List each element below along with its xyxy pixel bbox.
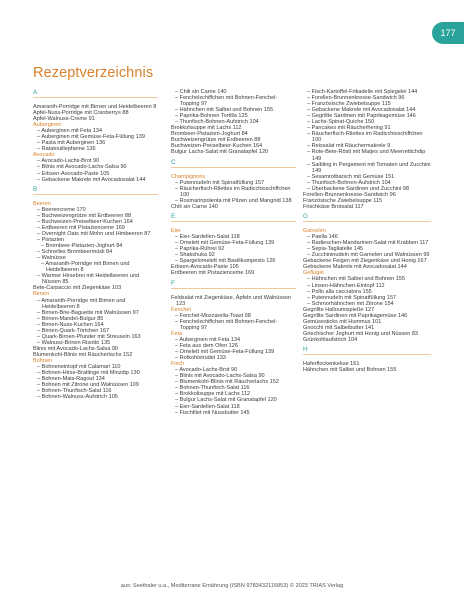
index-sub-entry: – Bohnen-Thunfisch-Salat 116 xyxy=(175,385,250,392)
index-sub-entry: – Avocado-Lachs-Brot 90 xyxy=(37,158,100,165)
index-section-heading: Champignons xyxy=(171,173,206,180)
index-column-1 xyxy=(33,89,158,400)
index-sub-entry: – Fenchelschiffchen mit Bohnen-Fenchel-Topping 97 xyxy=(175,95,278,108)
index-entry: Grünkohlaufstrich 104 xyxy=(303,336,358,343)
index-sub-entry: – Überbackene Sardinen und Zucchini 98 xyxy=(307,185,410,192)
index-sub-entry: – Lachs-Spinat-Quiche 150 xyxy=(307,119,375,126)
index-entry: Erbsen-Avocado-Paste 105 xyxy=(171,264,239,271)
index-sub-entry: – Rotkohlstrudel 133 xyxy=(175,355,226,362)
index-entry: Buchweizengrütze mit Erdbeeren 88 xyxy=(171,137,261,144)
index-sub-entry: – Räucherfisch-Rilettes im Radicchioschiffchen 100 xyxy=(175,185,291,198)
index-entry: Blinis mit Avocado-Lachs-Salsa 90 xyxy=(33,345,118,352)
index-sub-entry: – Fenchelschiffchen mit Bohnen-Fenchel-Topping 97 xyxy=(175,318,278,331)
index-sub-entry: – Putennudeln mit Spinatfüllung 157 xyxy=(175,179,265,186)
index-letter-heading: B xyxy=(33,186,158,195)
index-sub-entry: – Overnight Oats mit Mohn und Himbeeren 87 xyxy=(37,231,151,237)
index-entry: Haferflockenkekse 161 xyxy=(303,361,360,368)
index-sub-entry: – Auberginen mit Feta 134 xyxy=(175,337,241,344)
index-section-heading: Eier xyxy=(171,228,181,235)
index-sub-entry: – Spargelomelett mit Basilikumpesto 126 xyxy=(175,258,276,265)
index-entry: Feldsalat mit Ziegenkäse, Äpfeln und Walnüssen 123 xyxy=(171,294,292,307)
index-section-heading: Geflügel xyxy=(303,270,324,277)
index-sub-sub-entry: – Brombeer-Pistazien-Joghurt 84 xyxy=(41,243,123,250)
index-sub-entry: – Avocado-Lachs-Brot 90 xyxy=(175,367,238,374)
index-sub-entry: – Rosmarinpolenta mit Pilzen und Mangold 138 xyxy=(175,197,292,204)
index-letter-heading: C xyxy=(171,159,296,168)
index-sub-entry: – Räucherfisch-Rilettes im Radicchioschiffchen 100 xyxy=(307,131,423,144)
index-section-heading: Feta xyxy=(171,330,183,337)
index-sub-entry: – Paella 146 xyxy=(307,234,338,241)
index-sub-entry: – Linsen-Hähnchen-Eintopf 112 xyxy=(307,282,385,289)
index-column-2 xyxy=(171,89,296,416)
index-letter-heading: E xyxy=(171,213,296,222)
index-sub-entry: – Ratatouillepfanne 136 xyxy=(37,146,96,153)
index-sub-entry: – Hähnchen mit Salbei und Bohnen 155 xyxy=(307,276,406,283)
index-letter-heading: H xyxy=(303,346,431,355)
index-section-heading: Fisch xyxy=(171,361,185,368)
index-section-heading: Auberginen xyxy=(33,122,62,129)
index-sub-entry: – Saibling in Pergament mit Tomaten und Zucchini 149 xyxy=(307,161,431,174)
index-sub-entry: – Sepia-Tagliatelle 145 xyxy=(307,246,364,253)
index-sub-entry: – Feta aus dem Ofen 126 xyxy=(175,343,238,350)
index-sub-entry: – Walnüsse xyxy=(37,255,66,262)
index-entry: Französische Zwiebelsuppe 115 xyxy=(303,197,383,204)
index-section-heading: Avocado xyxy=(33,152,55,159)
index-sub-entry: – Eier-Sardellen-Salat 118 xyxy=(175,234,240,241)
index-sub-entry: – Birnen-Quark-Törtchen 167 xyxy=(37,327,110,334)
index-section-heading: Garnelen xyxy=(303,228,326,235)
index-sub-entry: – Bohnen-Mais-Ragout 134 xyxy=(37,376,105,383)
index-entry: Blumenkohl-Blinis mit Räucherlachs 152 xyxy=(33,351,133,358)
index-sub-entry: – Gebackene Makrele mit Avocadosalat 144 xyxy=(307,107,416,114)
index-entry: Hähnchen mit Salbei und Bohnen 155 xyxy=(303,367,397,374)
index-entry: Brombeer-Pistazien-Joghurt 84 xyxy=(171,131,248,138)
index-sub-entry: – Reissalat mit Räuchermakrele 9 xyxy=(307,143,391,150)
index-sub-sub-entry: – Amaranth-Porridge mit Birnen und Heidelbeeren 8 xyxy=(41,261,130,274)
page-title: Rezeptverzeichnis xyxy=(33,65,154,81)
index-entry: Gebackene Feigen mit Ziegenkäse und Honig 167 xyxy=(303,258,427,265)
index-sub-entry: – Französische Zwiebelsuppe 115 xyxy=(307,101,391,108)
index-column-3 xyxy=(303,89,431,373)
index-section-heading: Fenchel xyxy=(171,306,191,313)
index-sub-entry: – Radieschen-Mandarinen-Salat mit Krabben 117 xyxy=(307,240,429,247)
index-sub-entry: – Auberginen mit Feta 134 xyxy=(37,128,103,135)
index-sub-entry: – Shakshuka 92 xyxy=(175,252,215,259)
index-sub-entry: – Brokkolisuppe mit Lachs 112 xyxy=(175,391,251,398)
index-sub-entry: – Buchweizengrütze mit Erdbeeren 88 xyxy=(37,212,132,219)
index-sub-entry: – Schmorhähnchen mit Zitrone 154 xyxy=(307,300,394,307)
index-sub-entry: – Bohneneintopf mit Calamari 110 xyxy=(37,364,121,371)
index-sub-entry: – Fenchel-Mozzarella-Toast 98 xyxy=(175,312,251,319)
index-section-heading: Birnen xyxy=(33,291,50,298)
index-entry: Gegrillte Halloumispieße 127 xyxy=(303,306,375,313)
index-entry: Griechischer Joghurt mit Honig und Nüssen 83 xyxy=(303,330,419,337)
index-sub-entry: – Hähnchen mit Salbei und Bohnen 155 xyxy=(175,107,274,114)
index-sub-entry: – Bohnen mit Zitrone und Walnüssen 109 xyxy=(37,382,139,389)
index-sub-entry: – Quark-Birnen-Pfunder mit Streuseln 163 xyxy=(37,333,141,340)
index-sub-entry: – Amaranth-Porridge mit Birnen und Heidelbeeren 8 xyxy=(37,297,126,310)
index-entry: Apfel-Nuss-Porridge mit Cranberrys 88 xyxy=(33,110,129,117)
page-number-badge: 177 xyxy=(432,22,464,44)
index-entry: Erdbeeren mit Pistazienceme 169 xyxy=(171,270,255,277)
index-sub-entry: – Bohnen-Thunfisch-Salat 116 xyxy=(37,388,112,395)
index-sub-entry: – Birnen-Nuss-Kuchen 164 xyxy=(37,321,104,328)
index-sub-entry: – Buchweizen-Preiselbeer-Kuchen 164 xyxy=(37,218,133,225)
index-sub-entry: – Blinis mit Avocado-Lachs-Salsa 90 xyxy=(37,164,127,171)
index-entry: Frischkäse Brotsalat 117 xyxy=(303,203,364,210)
index-sub-entry: – Walnuss-Birnen Risotto 135 xyxy=(37,339,111,346)
index-sub-entry: – Omelett mit Gemüse-Feta-Füllung 139 xyxy=(175,240,275,247)
index-letter-heading: F xyxy=(171,280,296,289)
index-sub-entry: – Pollo alla cacciatora 155 xyxy=(307,288,372,295)
index-sub-entry: – Omelett mit Gemüse-Feta-Füllung 139 xyxy=(175,349,275,356)
index-entry: Bete-Carpaccio mit Ziegenkäse 103 xyxy=(33,285,122,292)
index-sub-entry: – Rote-Bete-Rösti mit Matjes und Meerrettichdip 149 xyxy=(307,149,426,162)
index-sub-entry: – Pasta mit Auberginen 136 xyxy=(37,140,106,147)
index-sub-entry: – Gegrillte Sardinen mit Paprikagemüse 146 xyxy=(307,113,416,120)
index-sub-entry: – Putennudeln mit Spinatfüllung 157 xyxy=(307,294,397,301)
index-sub-entry: – Birnen-Brie-Baguette mit Walnüssen 97 xyxy=(37,309,139,316)
index-sub-entry: – Sesamrotbarsch mit Gemüse 151 xyxy=(307,173,395,180)
index-sub-entry: – Blumenkohl-Blinis mit Räucherlachs 152 xyxy=(175,379,279,386)
index-sub-entry: – Zucchininudeln mit Garnelen und Walnüssen 99 xyxy=(307,252,430,259)
index-entry: Gemüsesticks mit Hummus 101 xyxy=(303,318,382,325)
page-footer: aus: Seethaler u.a., Mediterrane Ernährung (ISBN 9783432116853) © 2023 TRIAS Verlag xyxy=(120,583,344,589)
index-sub-entry: – Forellen-Brunnenkresse-Sandwich 96 xyxy=(307,95,405,102)
index-entry: Apfel-Walnuss-Creme 91 xyxy=(33,116,95,123)
index-entry: Amaranth-Porridge mit Birnen und Heidelbeeren 8 xyxy=(33,103,157,110)
index-entry: Gnocchi mit Salbeibutter 141 xyxy=(303,324,375,331)
index-sub-entry: – Gebackene Makrele mit Avocadosalat 144 xyxy=(37,176,146,183)
index-sub-entry: – Schnelles Brombeermüsli 84 xyxy=(37,249,113,256)
index-section-heading: Beeren xyxy=(33,200,51,207)
index-sub-entry: – Erdbeeren mit Pistazienceme 169 xyxy=(37,224,125,231)
index-sub-entry: – Erbsen-Avocado-Paste 105 xyxy=(37,170,110,177)
index-entry: Bulgur Lachs-Salat mit Granatapfel 120 xyxy=(171,149,269,156)
index-sub-entry: – Fischfilet mit Nussbutter 145 xyxy=(175,409,250,416)
index-entry: Gebackene Makrele mit Avocadosalat 144 xyxy=(303,264,407,271)
index-sub-entry: – Bohnen-Walnuss-Aufstrich 105 xyxy=(37,394,118,401)
index-sub-entry: – Pancakes mit Räucherhering 91 xyxy=(307,125,391,132)
index-sub-entry: – Paprika-Bohnen Tortilla 125 xyxy=(175,113,248,120)
index-sub-entry: – Blinis mit Avocado-Lachs-Salsa 90 xyxy=(175,373,265,380)
index-sub-entry: – Birnen-Mandel-Bulgur 85 xyxy=(37,315,104,322)
index-sub-entry: – Eier-Sardellen-Salat 118 xyxy=(175,403,240,410)
index-entry: Gegrillte Sardinen mit Paprikagemüse 146 xyxy=(303,312,408,319)
index-letter-heading: G xyxy=(303,213,431,222)
index-sub-entry: – Chili sin Carne 140 xyxy=(175,89,227,95)
index-sub-entry: – Auberginen mit Gemüse-Feta-Füllung 139 xyxy=(37,134,145,141)
index-sub-entry: – Fisch-Kartoffel-Frikadelle mit Spiegelei 144 xyxy=(307,89,418,95)
index-entry: Buchweizen-Preiselbeer-Kuchen 164 xyxy=(171,143,263,150)
index-sub-entry: – Pistazien xyxy=(37,237,65,244)
index-entry: Forellen-Brunnenkresse-Sandwich 96 xyxy=(303,191,396,198)
index-entry: Brokkolisuppe mit Lachs 112 xyxy=(171,125,242,132)
index-entry: Chili sin Carne 140 xyxy=(171,203,218,210)
index-letter-heading: A xyxy=(33,89,158,98)
index-sub-entry: – Warmer Hirsebrei mit Heidelbeeren und Nüssen 85 xyxy=(37,273,140,286)
index-sub-entry: – Paprika-Rührei 92 xyxy=(175,246,225,253)
index-sub-entry: – Thunfisch-Bohnen-Aufstrich 104 xyxy=(307,179,391,186)
index-sub-entry: – Bohnen-Hirse-Bratlinge mit Minzdip 130 xyxy=(37,370,140,377)
index-section-heading: Bohnen xyxy=(33,357,53,364)
index-sub-entry: – Beerencreme 170 xyxy=(37,206,86,213)
index-sub-entry: – Bulgur Lachs-Salat mit Granatapfel 120 xyxy=(175,397,277,404)
index-sub-entry: – Thunfisch-Bohnen-Aufstrich 104 xyxy=(175,119,259,126)
